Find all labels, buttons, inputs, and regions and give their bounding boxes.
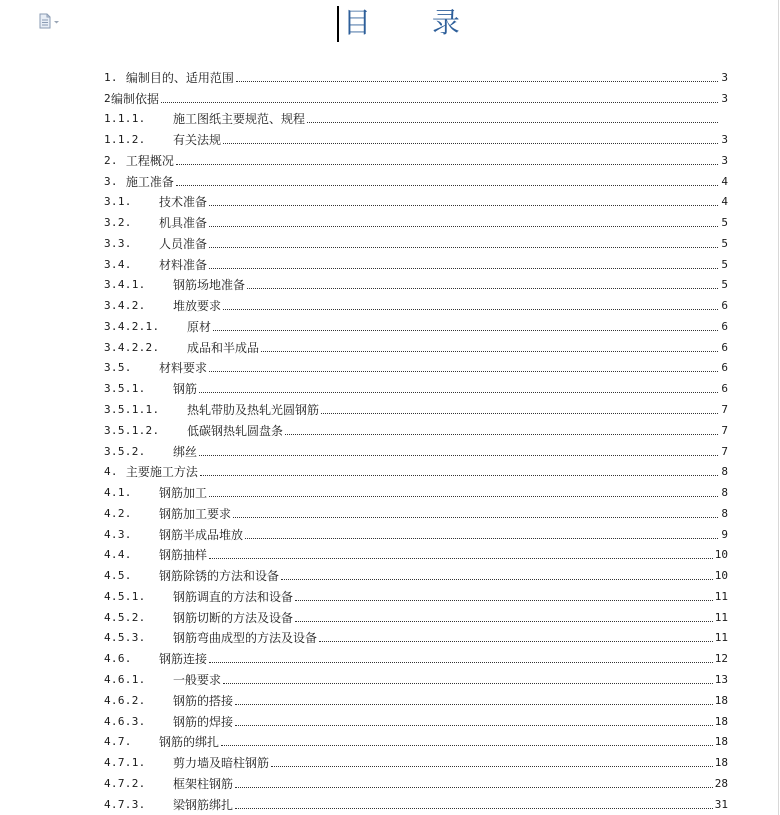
toc-entry-page-number: 5	[721, 216, 728, 230]
toc-entry-label: 钢筋连接	[159, 652, 208, 667]
toc-entry[interactable]	[104, 64, 728, 85]
toc-entry-number: 4.6.	[104, 652, 132, 666]
document-options-icon[interactable]	[38, 13, 62, 29]
toc-entry[interactable]	[104, 168, 728, 189]
toc-entry-number: 3.4.	[104, 257, 132, 271]
toc-entry-page-number: 10	[714, 548, 728, 562]
toc-entry-label: 材料要求	[159, 361, 208, 376]
toc-entry[interactable]	[104, 272, 728, 293]
toc-entry[interactable]	[104, 313, 728, 334]
toc-entry-page-number: 6	[721, 299, 728, 313]
toc-entry-page-number: 3	[721, 153, 728, 167]
toc-entry[interactable]	[104, 355, 728, 376]
toc-dot-leader	[209, 268, 718, 269]
toc-dot-leader	[209, 226, 718, 227]
toc-entry-page-number: 10	[714, 569, 728, 583]
toc-entry-number: 3.3.	[104, 236, 132, 250]
toc-dot-leader	[209, 371, 718, 372]
toc-entry[interactable]	[104, 687, 728, 708]
toc-entry-label: 成品和半成品	[187, 340, 260, 355]
toc-entry[interactable]	[104, 791, 728, 812]
toc-dot-leader	[209, 662, 713, 663]
toc-entry[interactable]	[104, 708, 728, 729]
toc-dot-leader	[223, 309, 718, 310]
toc-dot-leader	[236, 81, 718, 82]
toc-entry-number: 3.4.2.1.	[104, 319, 160, 333]
toc-dot-leader	[295, 621, 713, 622]
toc-entry-number: 2.	[104, 153, 118, 167]
toc-entry-label: 有关法规	[173, 133, 222, 148]
toc-entry-label: 钢筋弯曲成型的方法及设备	[173, 631, 318, 646]
toc-entry-page-number: 5	[721, 278, 728, 292]
toc-dot-leader	[319, 641, 713, 642]
toc-entry-label: 钢筋的搭接	[173, 693, 234, 708]
toc-dot-leader	[247, 288, 718, 289]
toc-entry-page-number: 6	[721, 340, 728, 354]
toc-title: 目 录	[343, 6, 486, 39]
toc-entry-page-number: 13	[714, 672, 728, 686]
toc-entry[interactable]	[104, 604, 728, 625]
toc-entry-number: 4.1.	[104, 486, 132, 500]
text-cursor	[337, 6, 339, 42]
toc-entry[interactable]	[104, 500, 728, 521]
toc-dot-leader	[285, 434, 718, 435]
toc-dot-leader	[176, 164, 718, 165]
toc-dot-leader	[176, 185, 718, 186]
toc-entry-page-number: 31	[714, 797, 728, 811]
toc-entry-number: 4.3.	[104, 527, 132, 541]
toc-dot-leader	[200, 475, 718, 476]
toc-entry[interactable]	[104, 770, 728, 791]
toc-entry-label: 钢筋的焊接	[173, 714, 234, 729]
toc-dot-leader	[213, 330, 718, 331]
toc-dot-leader	[261, 351, 718, 352]
toc-entry-page-number: 6	[721, 361, 728, 375]
toc-entry-label: 钢筋除锈的方法和设备	[159, 569, 280, 584]
toc-entry-number: 4.5.2.	[104, 610, 146, 624]
toc-entry-number: 4.2.	[104, 506, 132, 520]
toc-entry-label: 钢筋场地准备	[173, 278, 246, 293]
toc-entry-label: 钢筋半成品堆放	[159, 527, 244, 542]
toc-entry-number: 1.1.2.	[104, 133, 146, 147]
toc-entry[interactable]	[104, 334, 728, 355]
toc-entry-number: 3.5.	[104, 361, 132, 375]
toc-dot-leader	[235, 725, 713, 726]
toc-entry-number: 3.5.1.	[104, 382, 146, 396]
toc-entry[interactable]	[104, 189, 728, 210]
toc-entry-page-number: 18	[714, 693, 728, 707]
toc-dot-leader	[223, 143, 718, 144]
toc-entry[interactable]	[104, 126, 728, 147]
toc-entry-label: 原材	[187, 319, 212, 334]
toc-entry[interactable]	[104, 147, 728, 168]
toc-entry[interactable]	[104, 396, 728, 417]
toc-entry-page-number: 4	[721, 195, 728, 209]
toc-entry[interactable]	[104, 106, 728, 127]
toc-entry-number: 3.4.2.	[104, 299, 146, 313]
toc-dot-leader	[245, 538, 718, 539]
toc-entry-number: 1.1.1.	[104, 112, 146, 126]
toc-entry-label: 钢筋	[173, 382, 198, 397]
toc-entry-page-number: 11	[714, 589, 728, 603]
toc-entry-page-number: 28	[714, 776, 728, 790]
toc-entry-page-number: 18	[714, 756, 728, 770]
toc-entry-number: 3.4.1.	[104, 278, 146, 292]
toc-entry-number: 4.4.	[104, 548, 132, 562]
toc-entry-label: 热轧带肋及热轧光圆钢筋	[187, 403, 320, 418]
toc-entry-number: 4.5.1.	[104, 589, 146, 603]
toc-entry-label: 技术准备	[159, 195, 208, 210]
toc-entry-page-number: 6	[721, 319, 728, 333]
toc-entry-number: 4.5.	[104, 569, 132, 583]
toc-entry-number: 3.2.	[104, 216, 132, 230]
toc-entry-label: 钢筋加工	[159, 486, 208, 501]
toc-entry-page-number: 3	[721, 70, 728, 84]
toc-entry-page-number: 18	[714, 714, 728, 728]
toc-entry-label: 工程概况	[125, 153, 174, 168]
toc-entry[interactable]	[104, 749, 728, 770]
toc-dot-leader	[271, 766, 713, 767]
toc-entry-label: 编制依据	[110, 91, 159, 106]
toc-entry[interactable]	[104, 583, 728, 604]
toc-entry-label: 编制目的、适用范围	[125, 70, 234, 85]
toc-entry-page-number: 7	[721, 403, 728, 417]
toc-entry[interactable]	[104, 417, 728, 438]
toc-entry-page-number: 11	[714, 610, 728, 624]
toc-dot-leader	[199, 392, 718, 393]
toc-entry-label: 机具准备	[159, 216, 208, 231]
toc-entry-label: 一般要求	[173, 672, 222, 687]
toc-entry-page-number: 12	[714, 652, 728, 666]
toc-entry-page-number: 3	[721, 91, 728, 105]
toc-entry-label: 钢筋加工要求	[159, 506, 232, 521]
table-of-contents	[104, 64, 728, 812]
toc-entry-number: 4.6.2.	[104, 693, 146, 707]
toc-entry-label: 剪力墙及暗柱钢筋	[173, 756, 270, 771]
toc-entry-page-number: 7	[721, 444, 728, 458]
toc-entry[interactable]	[104, 729, 728, 750]
toc-entry-number: 3.5.1.2.	[104, 423, 160, 437]
toc-entry-page-number: 3	[721, 133, 728, 147]
toc-dot-leader	[161, 102, 718, 103]
toc-entry-number: 4.7.3.	[104, 797, 146, 811]
toc-entry-label: 堆放要求	[173, 299, 222, 314]
toc-entry-page-number: 8	[721, 465, 728, 479]
toc-entry-number: 1.	[104, 70, 118, 84]
toc-entry-label: 低碳钢热轧圆盘条	[187, 423, 284, 438]
toc-dot-leader	[295, 600, 713, 601]
toc-entry-number: 4.7.	[104, 735, 132, 749]
toc-entry-label: 钢筋切断的方法及设备	[173, 610, 294, 625]
toc-entry[interactable]	[104, 666, 728, 687]
toc-dot-leader	[209, 205, 718, 206]
toc-dot-leader	[235, 787, 713, 788]
toc-entry[interactable]	[104, 479, 728, 500]
toc-entry-number: 3.1.	[104, 195, 132, 209]
toc-entry-label: 主要施工方法	[125, 465, 198, 480]
toc-dot-leader	[223, 683, 713, 684]
toc-entry[interactable]	[104, 209, 728, 230]
toc-dot-leader	[235, 704, 713, 705]
toc-entry-label: 钢筋调直的方法和设备	[173, 589, 294, 604]
toc-entry[interactable]	[104, 459, 728, 480]
toc-entry-page-number: 8	[721, 486, 728, 500]
toc-dot-leader	[209, 558, 713, 559]
toc-dot-leader	[281, 579, 713, 580]
toc-entry-page-number: 4	[721, 174, 728, 188]
toc-entry[interactable]	[104, 251, 728, 272]
toc-dot-leader	[221, 745, 713, 746]
toc-dot-leader	[209, 496, 718, 497]
toc-entry-page-number: 7	[721, 423, 728, 437]
toc-entry-number: 3.	[104, 174, 118, 188]
toc-entry-label: 钢筋抽样	[159, 548, 208, 563]
toc-entry-label: 绑丝	[173, 444, 198, 459]
toc-entry[interactable]	[104, 645, 728, 666]
toc-entry[interactable]	[104, 438, 728, 459]
toc-entry[interactable]	[104, 625, 728, 646]
toc-entry-page-number: 8	[721, 506, 728, 520]
toc-entry-label: 施工图纸主要规范、规程	[173, 112, 306, 127]
toc-dot-leader	[235, 808, 713, 809]
toc-dot-leader	[199, 455, 718, 456]
toc-entry-label: 钢筋的绑扎	[159, 735, 220, 750]
toc-entry-label: 人员准备	[159, 236, 208, 251]
toc-entry-number: 2	[104, 91, 111, 105]
toc-entry[interactable]	[104, 292, 728, 313]
toc-entry-number: 4.7.1.	[104, 756, 146, 770]
toc-entry-number: 4.6.3.	[104, 714, 146, 728]
toc-entry[interactable]	[104, 85, 728, 106]
toc-entry-label: 梁钢筋绑扎	[173, 797, 234, 812]
toc-entry[interactable]	[104, 521, 728, 542]
toc-entry-page-number: 9	[721, 527, 728, 541]
toc-entry[interactable]	[104, 542, 728, 563]
toc-entry-page-number: 5	[721, 236, 728, 250]
toc-entry[interactable]	[104, 375, 728, 396]
toc-entry-page-number: 18	[714, 735, 728, 749]
toc-entry-number: 4.5.3.	[104, 631, 146, 645]
toc-entry-number: 3.5.2.	[104, 444, 146, 458]
toc-entry-label: 框架柱钢筋	[173, 776, 234, 791]
toc-entry-number: 4.7.2.	[104, 776, 146, 790]
toc-dot-leader	[321, 413, 718, 414]
toc-dot-leader	[307, 122, 718, 123]
toc-entry-number: 3.5.1.1.	[104, 403, 160, 417]
toc-entry-number: 4.	[104, 465, 118, 479]
toc-entry-label: 材料准备	[159, 257, 208, 272]
toc-entry[interactable]	[104, 562, 728, 583]
toc-dot-leader	[209, 247, 718, 248]
toc-entry-page-number: 5	[721, 257, 728, 271]
toc-entry[interactable]	[104, 230, 728, 251]
toc-entry-page-number: 6	[721, 382, 728, 396]
toc-entry-page-number: 11	[714, 631, 728, 645]
toc-entry-number: 4.6.1.	[104, 672, 146, 686]
toc-dot-leader	[233, 517, 718, 518]
toc-entry-label: 施工准备	[125, 174, 174, 189]
toc-entry-number: 3.4.2.2.	[104, 340, 160, 354]
